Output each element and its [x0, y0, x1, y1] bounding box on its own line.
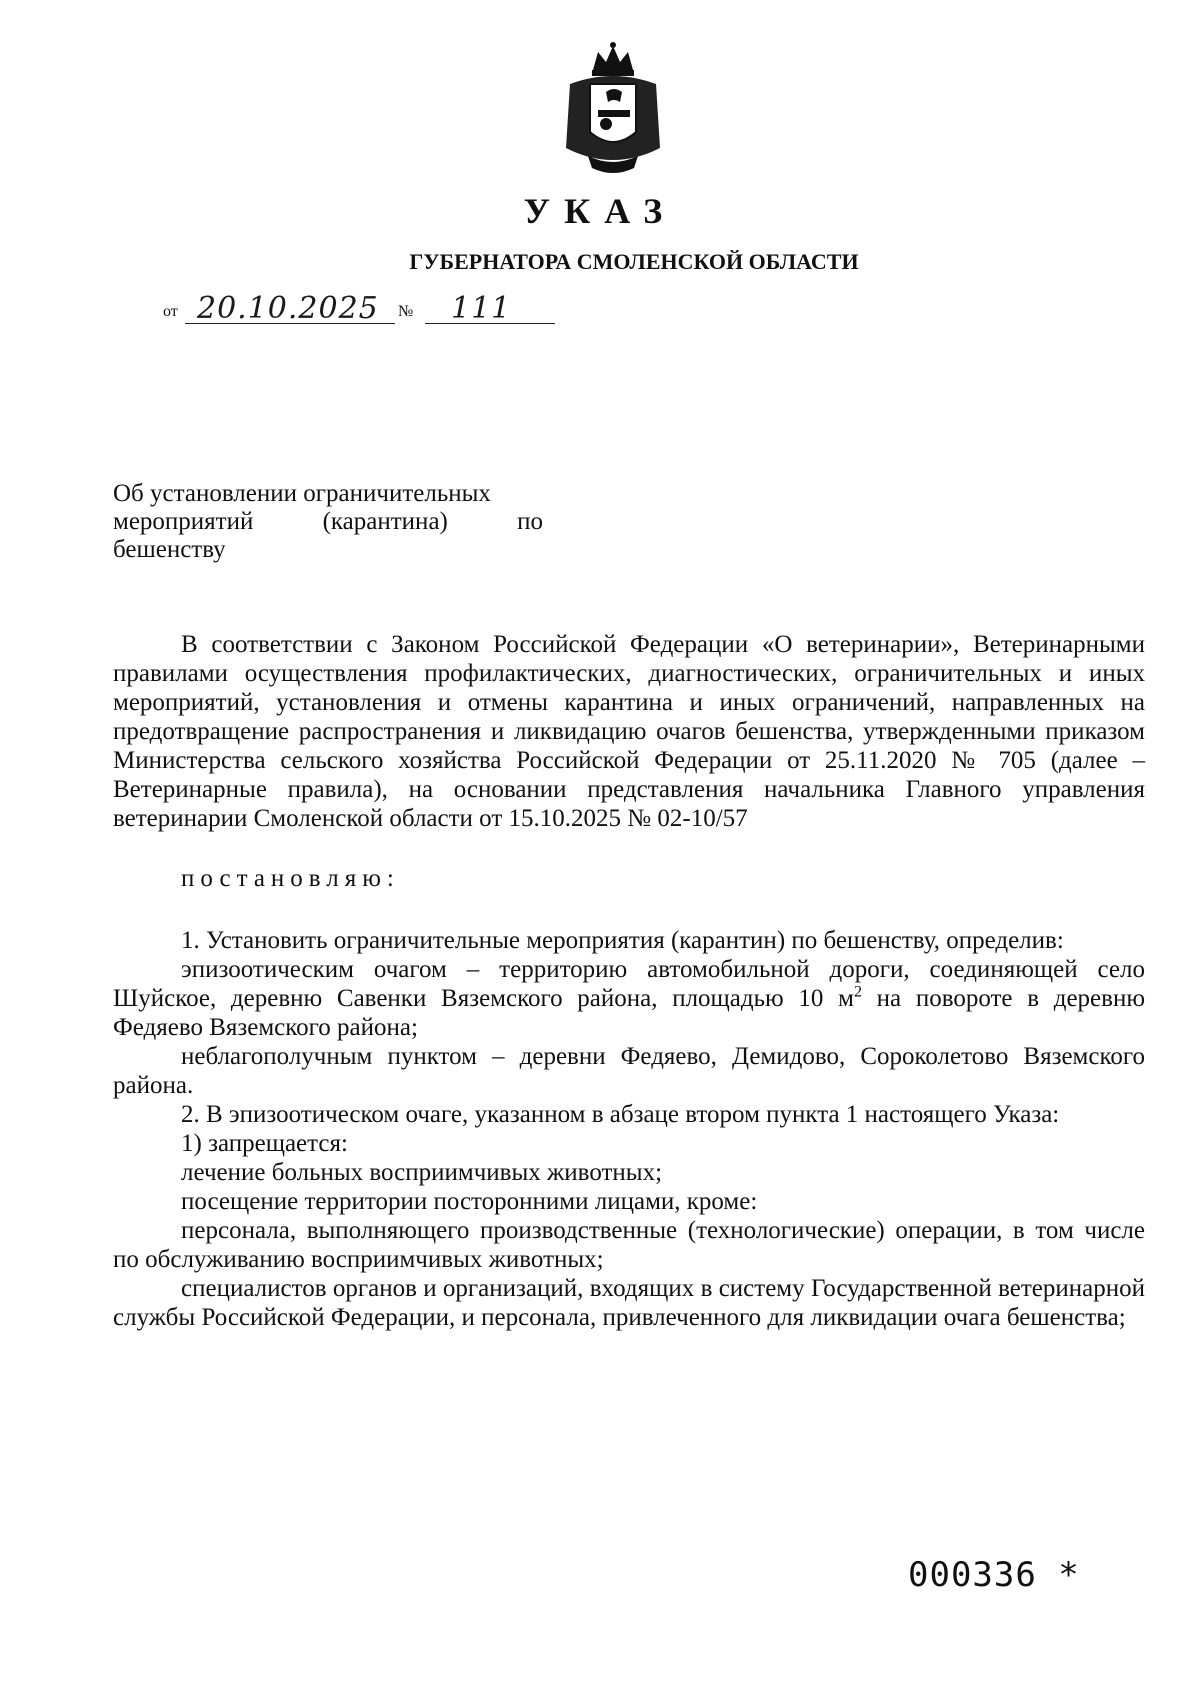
number-value: 111 [451, 291, 512, 326]
date-prefix: от [163, 303, 178, 320]
item-2-personnel: персонала, выполняющего производственные (технологические) операции, в том числе по обслуживанию восприимчивых животных; [113, 1217, 1145, 1273]
subject-line-2: мероприятий (карантина) по [113, 508, 543, 535]
document-body [113, 630, 1145, 1332]
date-value: 20.10.2025 [197, 291, 379, 326]
subject-line-1: Об установлении ограничительных [113, 480, 491, 507]
item-1: 1. Установить ограничительные мероприятия (карантин) по бешенству, определив: [181, 927, 1064, 954]
item-2-specialists: специалистов органов и организаций, входящих в систему Государственной ветеринарной службы Российской Федерации, и персонала, привлеченного для ликвидации очага бешенства; [113, 1275, 1145, 1331]
subject-line-3: бешенству [113, 536, 226, 563]
coat-of-arms-icon [558, 40, 668, 180]
dateline [163, 291, 603, 331]
item-2: 2. В эпизоотическом очаге, указанном в абзаце втором пункта 1 настоящего Указа: [181, 1101, 1060, 1128]
preamble-paragraph: В соответствии с Законом Российской Федерации «О ветеринарии», Ветеринарными правилами осуществления профилактических, диагностических, ограничительных и иных мероприятий, установления и отмены карантина и иных ограничений, направленных на предотвращение распространения и ликвидацию очагов бешенства, утвержденными приказом Министерства сельского хозяйства Российской Федерации от 25.11.2020 № 705 (далее – Ветеринарные правила), на основании представления начальника Главного управления ветеринарии Смоленской области от 15.10.2025 № 02-10/57 [113, 631, 1145, 832]
item-2-visits: посещение территории посторонними лицами, кроме: [181, 1188, 758, 1215]
document-title: УКАЗ [523, 191, 677, 231]
subject-block [113, 480, 543, 564]
item-2-treatment: лечение больных восприимчивых животных; [181, 1159, 663, 1186]
item-2-sub-1: 1) запрещается: [181, 1130, 348, 1157]
number-prefix: № [398, 303, 414, 320]
serial-number: 000336 * [908, 1555, 1080, 1595]
item-1-focus: эпизоотическим очагом – территорию автомобильной дороги, соединяющей село Шуйское, деревню Савенки Вяземского района, площадью 10 $м^2$ на повороте в деревню Федяево Вяземского района; [113, 956, 1145, 1041]
decree-word: постановляю: [181, 865, 400, 892]
item-1-unfavorable-point: неблагополучным пунктом – деревни Федяево, Демидово, Сороколетово Вяземского района. [113, 1043, 1145, 1099]
document-subtitle: ГУБЕРНАТОРА СМОЛЕНСКОЙ ОБЛАСТИ [409, 249, 859, 274]
